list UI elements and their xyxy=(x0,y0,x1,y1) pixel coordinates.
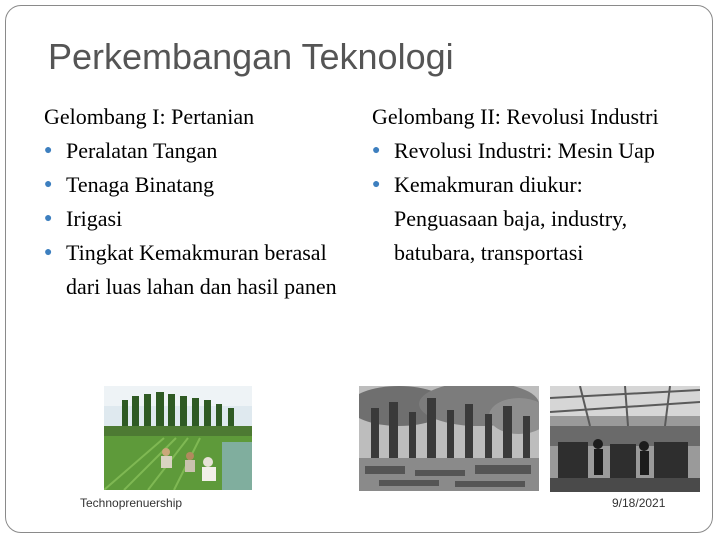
bullet-text: Irigasi xyxy=(66,206,123,231)
bullet-icon: ● xyxy=(372,177,381,192)
farm-field-photo xyxy=(104,386,252,490)
bullet-text: Kemakmuran diukur: Penguasaan baja, industry, batubara, transportasi xyxy=(394,172,628,265)
factory-chimneys-photo xyxy=(359,386,539,491)
list-item xyxy=(44,168,354,202)
bullet-icon: ● xyxy=(44,177,53,192)
footer-date: 9/18/2021 xyxy=(612,496,666,510)
footer-course-name: Technoprenuership xyxy=(80,496,183,510)
list-item xyxy=(44,202,354,236)
left-column-heading: Gelombang I: Pertanian xyxy=(44,104,255,129)
right-bullet-list xyxy=(372,134,692,270)
left-bullet-list xyxy=(44,134,354,304)
bullet-icon: ● xyxy=(44,211,53,226)
list-item xyxy=(44,236,354,304)
bullet-icon: ● xyxy=(372,143,381,158)
bullet-icon: ● xyxy=(44,245,53,260)
factory-interior-photo xyxy=(550,386,700,492)
bullet-icon: ● xyxy=(44,143,53,158)
right-column xyxy=(372,100,692,270)
slide-title: Perkembangan Teknologi xyxy=(48,36,454,77)
bullet-text: Revolusi Industri: Mesin Uap xyxy=(394,138,655,163)
bullet-text: Peralatan Tangan xyxy=(66,138,218,163)
list-item xyxy=(372,168,692,270)
list-item xyxy=(44,134,354,168)
right-column-heading: Gelombang II: Revolusi Industri xyxy=(372,104,659,129)
bullet-text: Tingkat Kemakmuran berasal dari luas lahan dan hasil panen xyxy=(66,240,337,299)
left-column xyxy=(44,100,354,304)
list-item xyxy=(372,134,692,168)
bullet-text: Tenaga Binatang xyxy=(66,172,215,197)
